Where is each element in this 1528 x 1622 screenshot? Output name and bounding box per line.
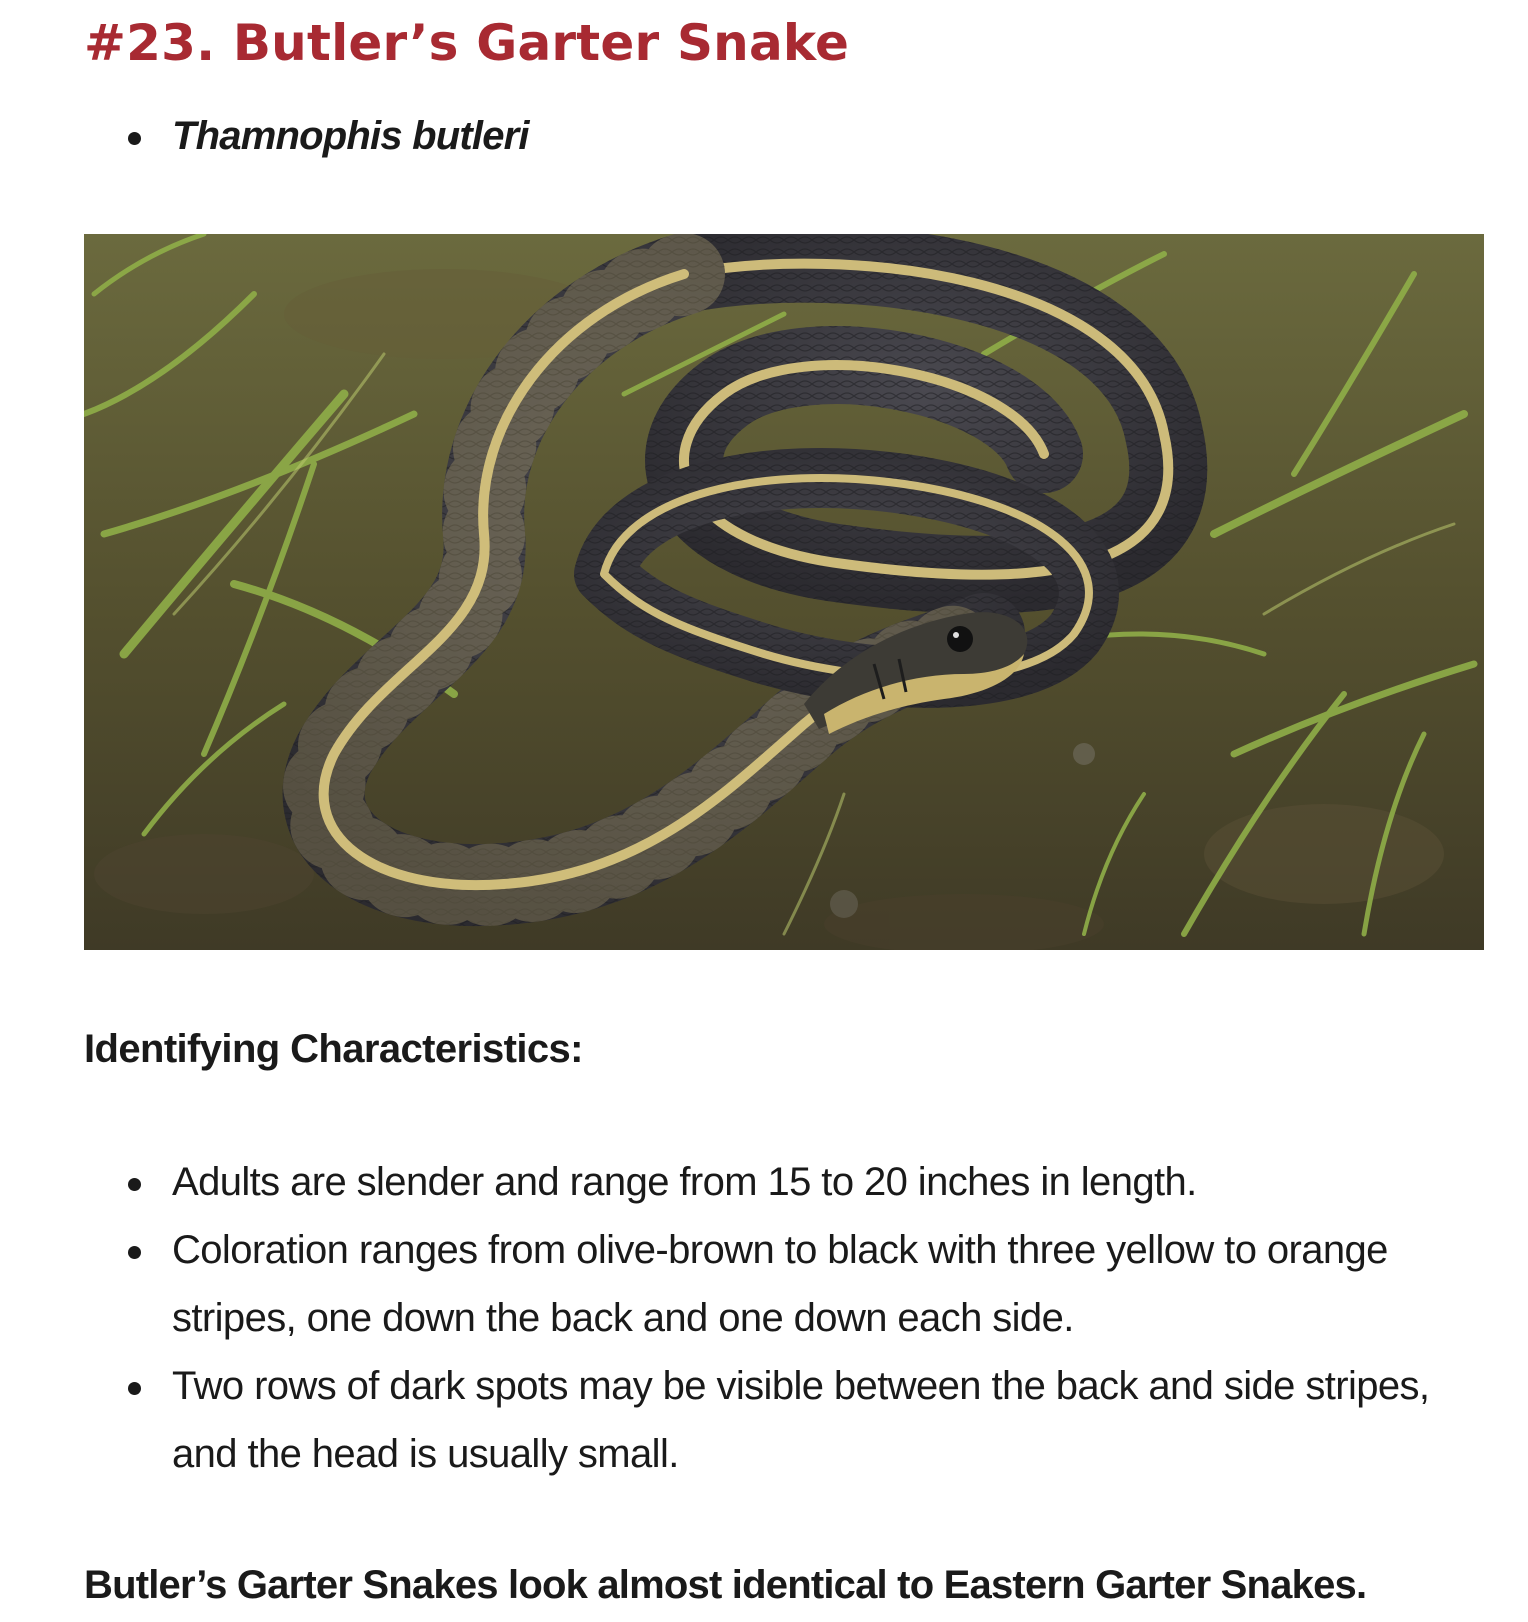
bullet-icon [128,1178,141,1191]
characteristics-list [84,1148,1484,1488]
bullet-icon [128,132,141,145]
characteristic-text: Two rows of dark spots may be visible between the back and side stripes, and the head is usually small. [172,1364,1430,1476]
bullet-icon [128,1246,141,1259]
characteristics-heading: Identifying Characteristics: [84,1027,583,1071]
characteristic-item [84,1148,1484,1216]
characteristic-text: Adults are slender and range from 15 to 20 inches in length. [172,1160,1197,1204]
closing-statement: Butler’s Garter Snakes look almost identical to Eastern Garter Snakes. [84,1563,1367,1607]
characteristic-item [84,1216,1484,1352]
scientific-name-item [84,104,529,168]
snake-photo [84,234,1484,950]
bullet-icon [128,1382,141,1395]
characteristic-item [84,1352,1484,1488]
scientific-name-list [84,104,529,168]
characteristic-text: Coloration ranges from olive-brown to black with three yellow to orange stripes, one down the back and one down each side. [172,1228,1388,1340]
species-title: #23. Butler’s Garter Snake [84,14,850,72]
scientific-name: Thamnophis butleri [172,114,529,158]
